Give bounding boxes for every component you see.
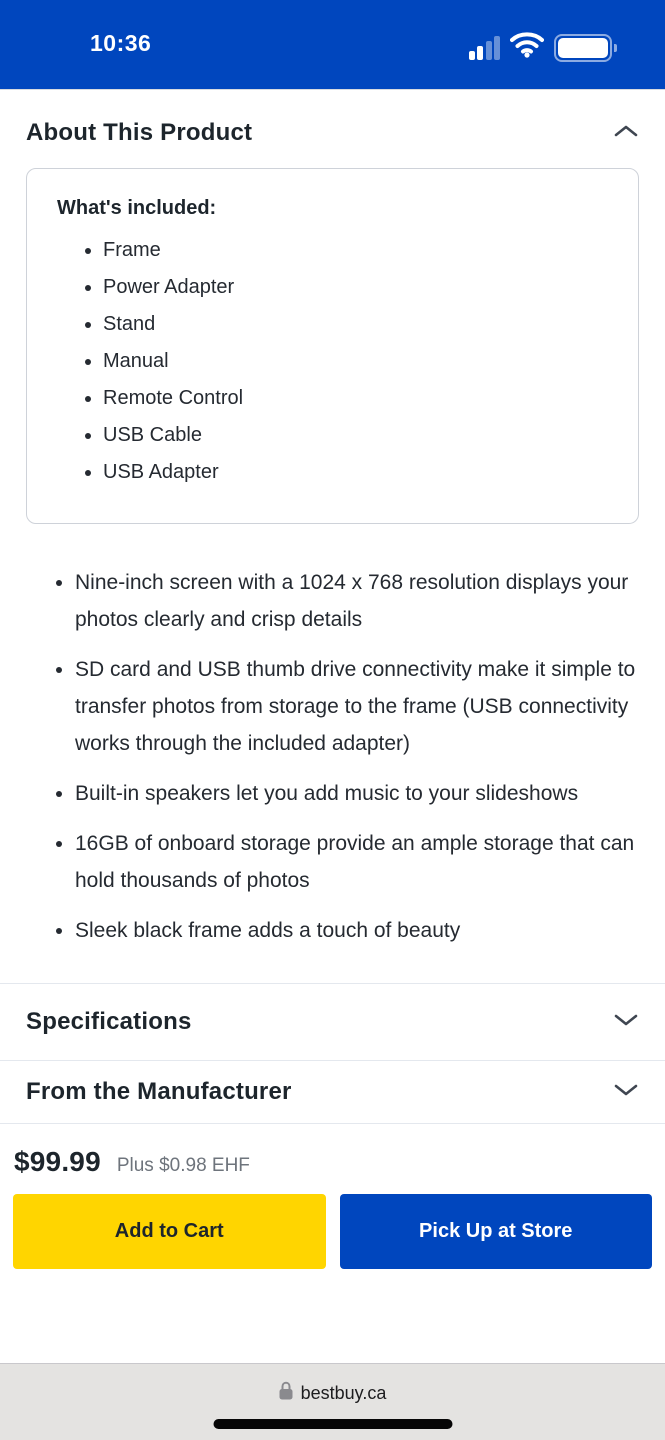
specifications-title: Specifications [26, 1008, 192, 1035]
accordion-sections [0, 983, 665, 1124]
chevron-down-icon[interactable] [613, 1012, 639, 1033]
address-bar[interactable] [0, 1381, 665, 1405]
price-row [0, 1124, 665, 1178]
status-icons [469, 32, 613, 63]
included-item: • Power Adapter [103, 273, 610, 302]
from-the-manufacturer-accordion[interactable] [0, 1060, 665, 1124]
product-feature-list [26, 564, 639, 949]
whats-included-list [57, 236, 610, 487]
add-to-cart-button[interactable]: Add to Cart [13, 1194, 326, 1269]
status-bar [0, 0, 665, 90]
from-the-manufacturer-title: From the Manufacturer [26, 1078, 292, 1105]
home-indicator[interactable] [213, 1419, 452, 1429]
included-item: • Frame [103, 236, 610, 265]
feature-item: • Built-in speakers let you add music to your slideshows [75, 775, 639, 812]
specifications-accordion[interactable] [0, 983, 665, 1060]
lock-icon [279, 1381, 293, 1405]
whats-included-heading: What's included: [57, 197, 217, 219]
clock: 10:36 [90, 30, 152, 56]
about-section-title: About This Product [26, 119, 253, 146]
feature-item: • Sleek black frame adds a touch of beauty [75, 912, 639, 949]
whats-included-card [26, 168, 639, 524]
included-item: • Manual [103, 347, 610, 376]
feature-item: • SD card and USB thumb drive connectivity make it simple to transfer photos from storage to the frame (USB connectivity works through the included adapter) [75, 651, 639, 762]
feature-item: • Nine-inch screen with a 1024 x 768 resolution displays your photos clearly and crisp details [75, 564, 639, 638]
chevron-up-icon[interactable] [613, 123, 639, 144]
browser-bottom-bar [0, 1363, 665, 1440]
pick-up-at-store-button[interactable]: Pick Up at Store [340, 1194, 653, 1269]
about-section-header[interactable] [0, 98, 665, 168]
purchase-buttons [13, 1194, 652, 1269]
product-price: $99.99 [14, 1146, 101, 1177]
wifi-icon [510, 32, 544, 63]
ehf-note: Plus $0.98 EHF [116, 1155, 250, 1176]
battery-icon [554, 34, 612, 62]
included-item: • USB Adapter [103, 458, 610, 487]
included-item: • Remote Control [103, 384, 610, 413]
included-item: • USB Cable [103, 421, 610, 450]
chevron-down-icon[interactable] [613, 1082, 639, 1103]
url-domain: bestbuy.ca [300, 1382, 387, 1403]
included-item: • Stand [103, 310, 610, 339]
cellular-signal-icon [469, 36, 501, 60]
feature-item: • 16GB of onboard storage provide an ample storage that can hold thousands of photos [75, 825, 639, 899]
